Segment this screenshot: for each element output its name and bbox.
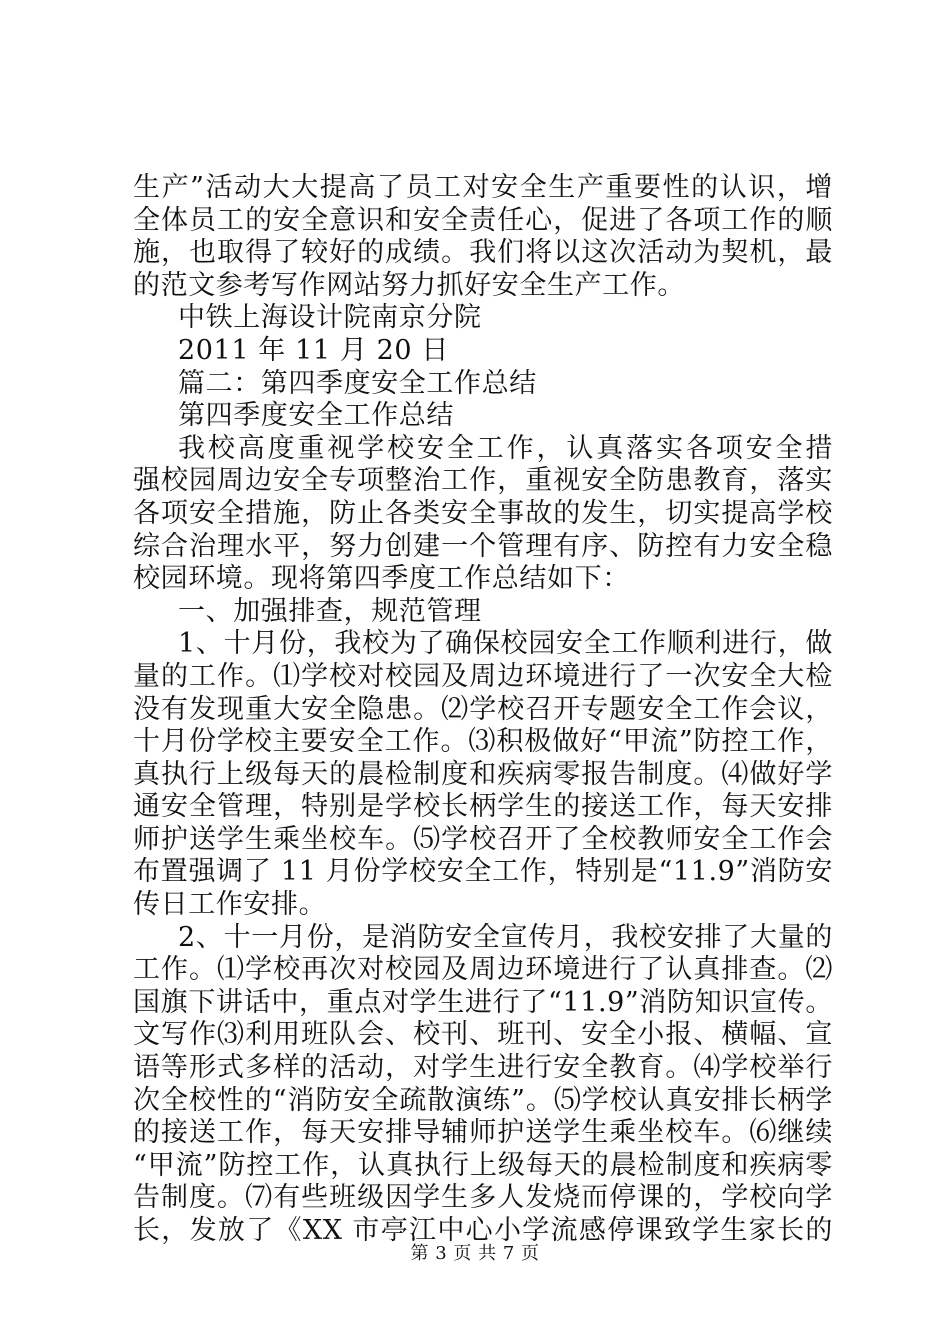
text-line: 量的工作。⑴学校对校园及周边环境进行了一次安全大检 [133, 660, 833, 692]
text-line: 1、十月份，我校为了确保校园安全工作顺利进行，做 [178, 628, 833, 660]
text-line: 2011 年 11 月 20 日 [178, 334, 449, 366]
text-line: 没有发现重大安全隐患。⑵学校召开专题安全工作会议， [133, 693, 833, 725]
text-line: 通安全管理，特别是学校长柄学生的接送工作，每天安排 [133, 791, 833, 823]
text-line: 工作。⑴学校再次对校园及周边环境进行了认真排查。⑵ [133, 954, 833, 986]
text-line: 长，发放了《XX 市亭江中心小学流感停课致学生家长的 [133, 1215, 833, 1246]
text-line: 告制度。⑺有些班级因学生多人发烧而停课的，学校向学 [133, 1182, 833, 1214]
text-line: 师护送学生乘坐校车。⑸学校召开了全校教师安全工作会 [133, 823, 833, 855]
text-line: 中铁上海设计院南京分院 [178, 302, 482, 334]
text-line: 真执行上级每天的晨检制度和疾病零报告制度。⑷做好学 [133, 758, 833, 790]
text-line: 国旗下讲话中，重点对学生进行了“11.9”消防知识宣传。 [133, 986, 833, 1018]
text-line: 一、加强排查，规范管理 [178, 595, 482, 627]
document-body [133, 172, 833, 1248]
text-line: “甲流”防控工作，认真执行上级每天的晨检制度和疾病零 [133, 1149, 833, 1181]
text-line: 各项安全措施，防止各类安全事故的发生，切实提高学校 [133, 497, 833, 529]
text-line: 传日工作安排。 [133, 889, 327, 921]
text-line: 生产”活动大大提高了员工对安全生产重要性的认识，增 [133, 172, 833, 203]
text-line: 校园环境。现将第四季度工作总结如下： [133, 563, 630, 595]
text-line: 布置强调了 11 月份学校安全工作，特别是“11.9”消防安 [133, 856, 833, 888]
text-line: 第四季度安全工作总结 [178, 400, 454, 432]
text-line: 的范文参考写作网站努力抓好安全生产工作。 [133, 269, 685, 301]
text-line: 我校高度重视学校安全工作，认真落实各项安全措 [178, 432, 833, 464]
text-line: 文写作⑶利用班队会、校刊、班刊、安全小报、横幅、宣 [133, 1019, 833, 1051]
text-line: 次全校性的“消防安全疏散演练”。⑸学校认真安排长柄学 [133, 1084, 833, 1116]
text-line: 强校园周边安全专项整治工作，重视安全防患教育，落实 [133, 465, 833, 497]
text-line: 的接送工作，每天安排导辅师护送学生乘坐校车。⑹继续 [133, 1117, 833, 1149]
text-line: 施，也取得了较好的成绩。我们将以这次活动为契机，最 [133, 237, 833, 269]
text-line: 十月份学校主要安全工作。⑶积极做好“甲流”防控工作， [133, 726, 833, 758]
page-footer: 第 3 页 共 7 页 [410, 1243, 540, 1264]
text-line: 2、十一月份，是消防安全宣传月，我校安排了大量的 [178, 921, 833, 953]
text-line: 语等形式多样的活动，对学生进行安全教育。⑷学校举行 [133, 1052, 833, 1084]
text-line: 篇二：第四季度安全工作总结 [178, 367, 537, 399]
text-line: 全体员工的安全意识和安全责任心，促进了各项工作的顺 [133, 204, 833, 236]
text-line: 综合治理水平，努力创建一个管理有序、防控有力安全稳 [133, 530, 833, 562]
